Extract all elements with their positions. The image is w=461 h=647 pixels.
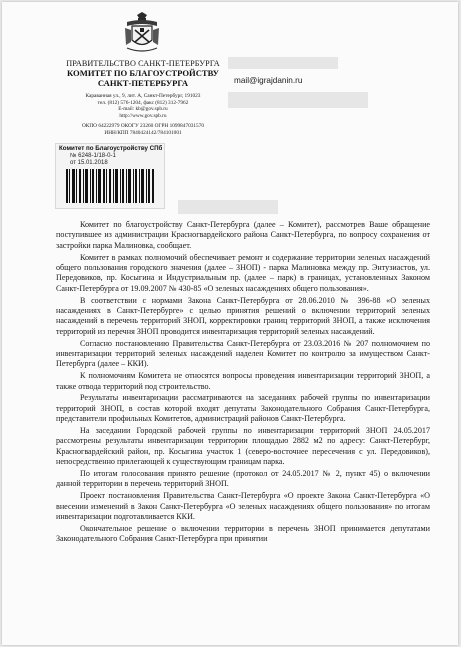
- barcode-icon: [66, 169, 154, 203]
- redacted-block: [228, 92, 368, 108]
- paragraph: Согласно постановлению Правительства Санкт-Петербурга от 23.03.2016 № 207 полномочием по инвентаризации территорий зеленых насаждений наделен Комитет по контролю за имуществом Санкт-Петербурга (далее – ККИ).: [56, 338, 430, 369]
- committee-name: [42, 69, 244, 88]
- government-name: ПРАВИТЕЛЬСТВО САНКТ-ПЕТЕРБУРГА: [66, 59, 220, 68]
- committee-phone: тел. (812) 576-1204, факс (812) 312-7962: [97, 99, 189, 106]
- recipient-email: mail@igrajdanin.ru: [234, 76, 303, 85]
- stamp-number: № 6248-1/18-0-1: [70, 153, 116, 159]
- stamp-date: от 15.01.2018: [70, 160, 108, 166]
- paragraph: На заседании Городской рабочей группы по инвентаризации территорий ЗНОП 24.05.2017 рассмотрены результаты инвентаризации территории площадью 2882 м2 по адресу: Санкт-Петербург, Красногвардейский район, пр. Косыгина участок 1 (северо-восточнее пересечения с ул. Передовиков), непосредственно прилегающей к существующим границам парка.: [56, 426, 430, 467]
- redacted-block: [178, 200, 278, 214]
- redacted-block: [228, 57, 338, 69]
- paragraph: Комитет в рамках полномочий обеспечивает ремонт и содержание территории зеленых насаждений общего пользования городского значения (далее – ЗНОП) - парка Малиновка между пр. Энтузиастов, ул. Передовиков, пр. Косыгина и Индустриальным пр. (далее – парк) в границах, установленных Законом Санкт-Петербурга от 19.09.2007 № 430-85 «О зеленых насаждениях общего пользования».: [56, 252, 430, 293]
- committee-codes-inn: ИНН/КПП 7840424142/784101001: [104, 129, 182, 136]
- paragraph: В соответствии с нормами Закона Санкт-Петербурга от 28.06.2010 № 396-88 «О зеленых насаждениях в Санкт-Петербурге» с целью принятия решений о включении территорий зеленых насаждений в перечень территорий ЗНОП, корректировки границ территорий ЗНОП, а также исключения территорий из перечня ЗНОП проводится инвентаризация территорий зеленых насаждений.: [56, 295, 430, 336]
- committee-name-line2: САНКТ-ПЕТЕРБУРГА: [97, 77, 189, 88]
- paragraph: По итогам голосования принято решение (протокол от 24.05.2017 № 2, пункт 45) о включении данной территории в перечень территорий ЗНОП.: [56, 469, 430, 489]
- letter-page: [2, 2, 458, 645]
- paragraph: Результаты инвентаризации рассматриваются на заседаниях рабочей группы по инвентаризации территорий ЗНОП, в состав которой входят депутаты Законодательного Собрания Санкт-Петербурга, представители профильных Комитетов, администраций районов Санкт-Петербурга.: [56, 393, 430, 424]
- stamp-title: Комитет по Благоустройству СПб: [59, 145, 163, 152]
- coat-of-arms-icon: [123, 12, 161, 54]
- committee-email: E-mail: kb@gov.spb.ru: [118, 106, 168, 112]
- committee-website: http://www.gov.spb.ru: [119, 112, 167, 119]
- paragraph: Проект постановления Правительства Санкт-Петербурга «О проекте Закона Санкт-Петербурга «О внесении изменений в Закон Санкт-Петербурга «О зеленых насаждениях общего пользования» по итогам инвентаризации подготавливается ККИ.: [56, 491, 430, 522]
- registration-stamp: [55, 143, 165, 209]
- letter-body: [56, 220, 430, 546]
- paragraph: Комитет по благоустройству Санкт-Петербурга (далее – Комитет), рассмотрев Ваше обращение поступившее из администрации Красногвардейского района Санкт-Петербурга, по вопросу сохранения от застройки парка Малиновка, сообщает.: [56, 220, 430, 250]
- committee-name-line1: КОМИТЕТ ПО БЛАГОУСТРОЙСТВУ: [67, 68, 219, 78]
- committee-codes-okpo: ОКПО 64222979 ОКОГУ 23260 ОГРН 1099847031570: [81, 123, 204, 129]
- paragraph: К полномочиям Комитета не относятся вопросы проведения инвентаризации территорий ЗНОП, а также отвода территорий под строительство.: [56, 371, 430, 391]
- committee-address: Караванная ул., 9, лит. А, Санкт-Петербург, 191023: [85, 93, 201, 99]
- paragraph: Окончательное решение о включении территории в перечень ЗНОП принимается депутатами Законодательного Собрания Санкт-Петербурга при принятии: [56, 523, 430, 544]
